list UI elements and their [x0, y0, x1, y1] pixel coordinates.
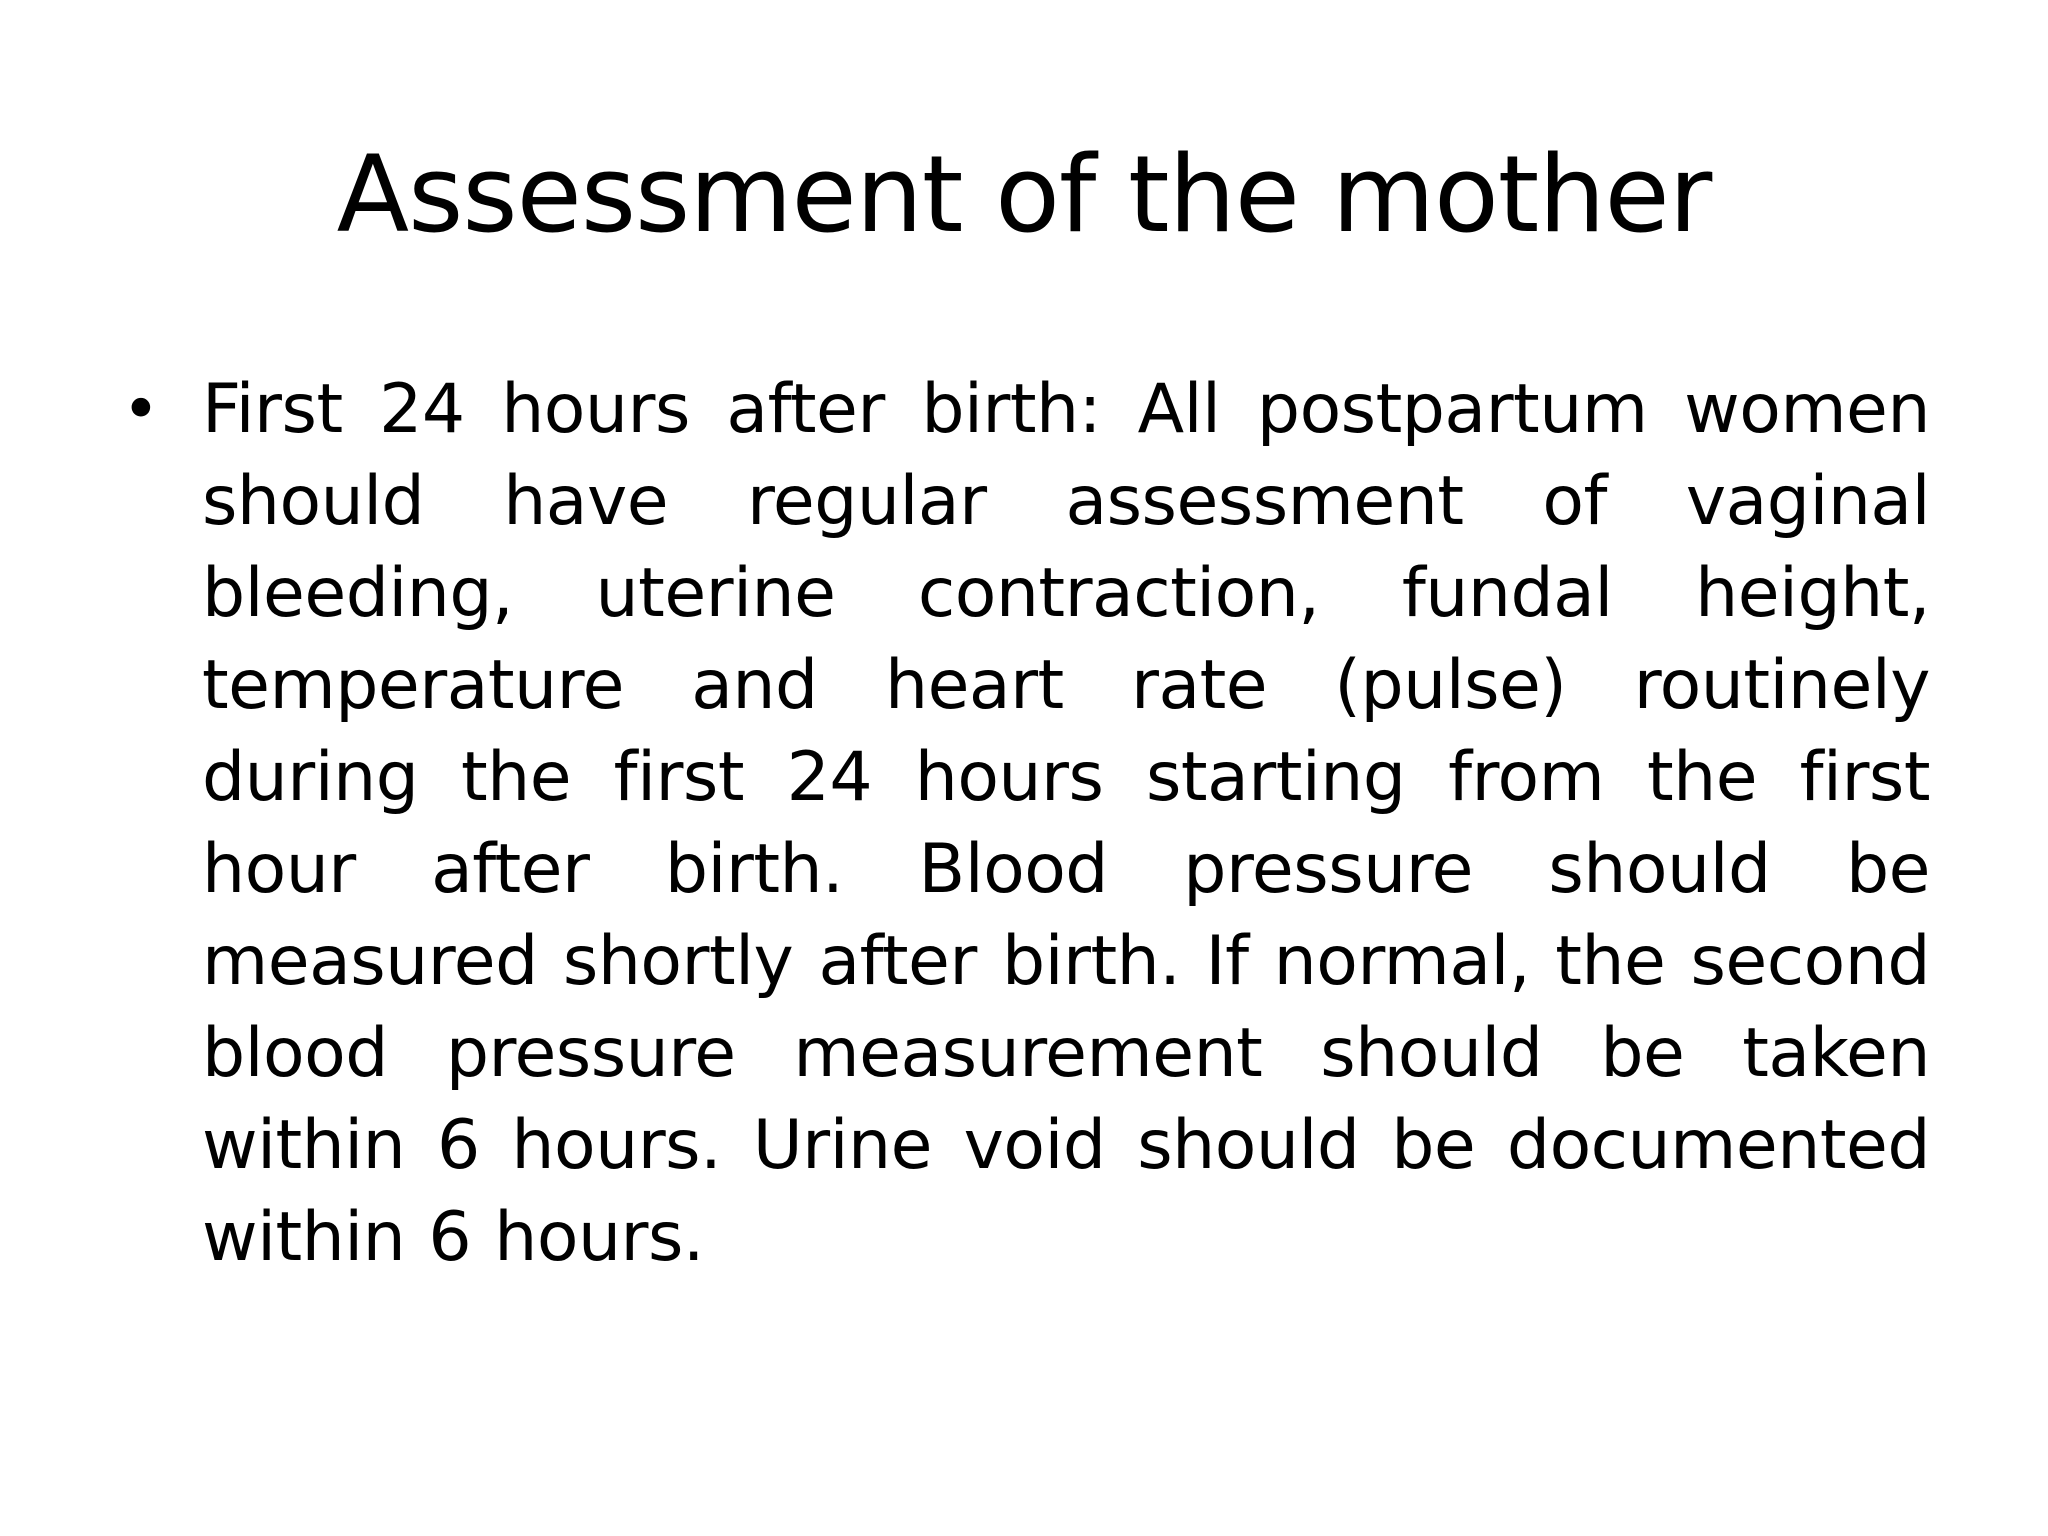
bullet-marker-icon: •: [122, 373, 160, 447]
bullet-item: [118, 364, 1930, 1284]
bullet-text: First 24 hours after birth: All postpartum women should have regular assessment of vaginal bleeding, uterine contraction, fundal height, temperature and heart rate (pulse) routinely during the first 24 hours starting from the first hour after birth. Blood pressure should be measured shortly after birth. If normal, the second blood pressure measurement should be taken within 6 hours. Urine void should be documented within 6 hours.: [202, 370, 1930, 1277]
slide-body: [118, 364, 1930, 1284]
slide-title: Assessment of the mother: [336, 133, 1712, 256]
